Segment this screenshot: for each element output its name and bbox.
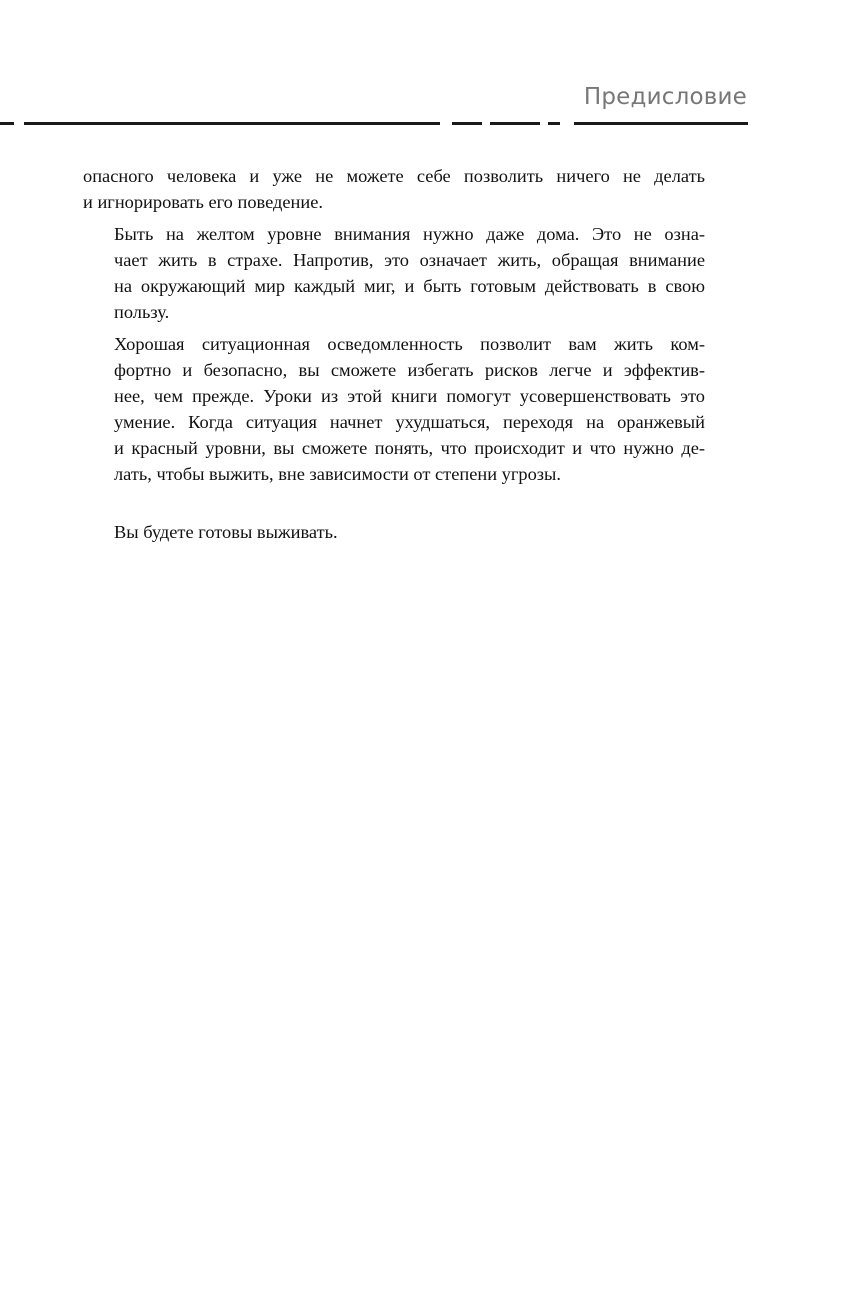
paragraph-3 bbox=[83, 331, 705, 487]
header-rule bbox=[0, 121, 748, 126]
text-line: фортно и безопасно, вы сможете избегать рисков легче и эффектив- bbox=[114, 360, 705, 380]
text-line: Хорошая ситуационная осведомленность позволит вам жить ком- bbox=[114, 334, 705, 354]
running-header-title: Предисловие bbox=[583, 84, 747, 110]
paragraph-2 bbox=[83, 221, 705, 325]
header-rule-line bbox=[0, 121, 748, 126]
text-line: опасного человека и уже не можете себе позволить ничего не делать bbox=[83, 166, 705, 186]
text-line: и красный уровни, вы сможете понять, что происходит и что нужно де- bbox=[114, 438, 705, 458]
body-text bbox=[83, 163, 705, 551]
paragraph-4 bbox=[83, 519, 705, 545]
text-line: лать, чтобы выжить, вне зависимости от степени угрозы. bbox=[114, 464, 561, 484]
text-line: пользу. bbox=[114, 302, 170, 322]
text-line: нее, чем прежде. Уроки из этой книги помогут усовершенствовать это bbox=[114, 386, 705, 406]
text-line: Быть на желтом уровне внимания нужно даже дома. Это не озна- bbox=[114, 224, 705, 244]
text-line: Вы будете готовы выживать. bbox=[114, 522, 338, 542]
paragraph-1 bbox=[83, 163, 705, 215]
text-line: на окружающий мир каждый миг, и быть готовым действовать в свою bbox=[114, 276, 705, 296]
text-line: и игнорировать его поведение. bbox=[83, 192, 323, 212]
text-line: умение. Когда ситуация начнет ухудшаться, переходя на оранжевый bbox=[114, 412, 705, 432]
text-line: чает жить в страхе. Напротив, это означает жить, обращая внимание bbox=[114, 250, 705, 270]
